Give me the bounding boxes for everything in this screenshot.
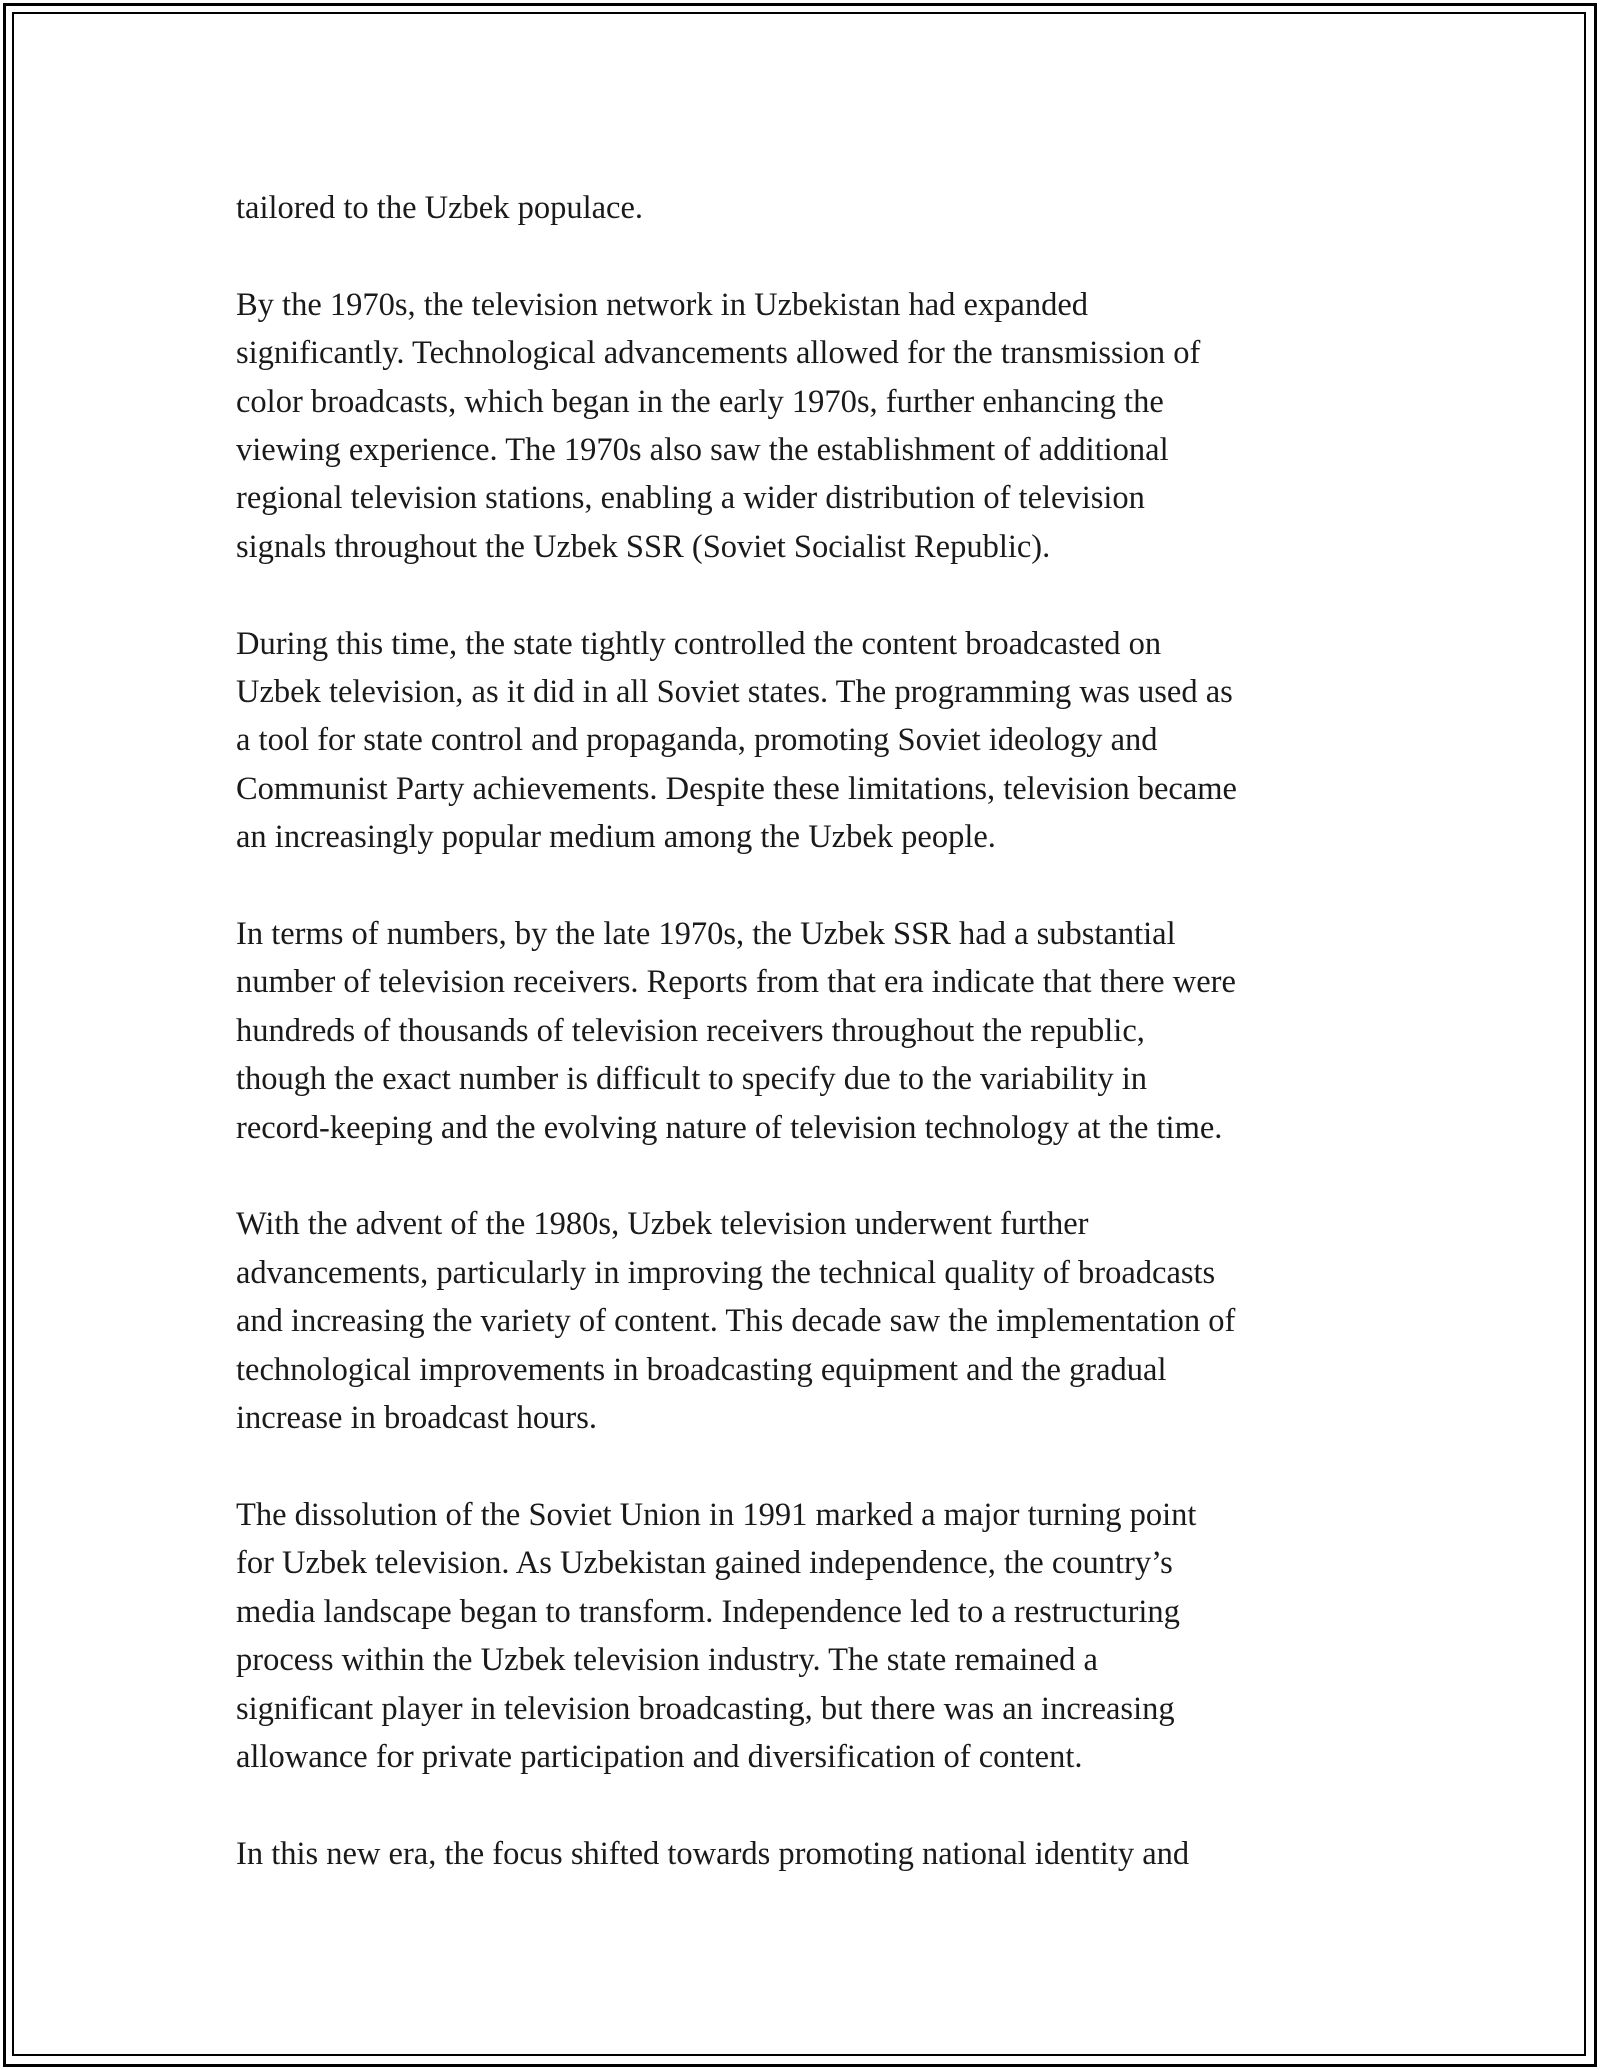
text-line: allowance for private participation and diversification of content. — [236, 1738, 1083, 1775]
text-line: In terms of numbers, by the late 1970s, the Uzbek SSR had a substantial — [236, 916, 1176, 953]
text-line: though the exact number is difficult to specify due to the variability in — [236, 1061, 1147, 1098]
text-line: The dissolution of the Soviet Union in 1991 marked a major turning point — [236, 1496, 1197, 1533]
text-line: increase in broadcast hours. — [236, 1400, 597, 1437]
text-line: With the advent of the 1980s, Uzbek television underwent further — [236, 1206, 1089, 1243]
text-line: hundreds of thousands of television receivers throughout the republic, — [236, 1012, 1145, 1049]
paragraph-6 — [236, 1491, 1376, 1781]
text-line: tailored to the Uzbek populace. — [236, 190, 643, 226]
text-line: By the 1970s, the television network in Uzbekistan had expanded — [236, 286, 1089, 323]
text-line: for Uzbek television. As Uzbekistan gained independence, the country’s — [236, 1545, 1173, 1582]
document-body — [236, 184, 1376, 1927]
text-line: a tool for state control and propaganda, promoting Soviet ideology and — [236, 722, 1158, 759]
text-line: record-keeping and the evolving nature of television technology at the time. — [236, 1109, 1223, 1146]
text-line: number of television receivers. Reports from that era indicate that there were — [236, 964, 1236, 1001]
text-line: advancements, particularly in improving the technical quality of broadcasts — [236, 1254, 1216, 1291]
text-line: technological improvements in broadcasting equipment and the gradual — [236, 1351, 1167, 1388]
text-line: During this time, the state tightly controlled the content broadcasted on — [236, 625, 1162, 662]
paragraph-3 — [236, 620, 1376, 862]
paragraph-5 — [236, 1200, 1376, 1442]
paragraph-2 — [236, 281, 1376, 571]
text-line: an increasingly popular medium among the Uzbek people. — [236, 819, 996, 856]
text-line: significant player in television broadcasting, but there was an increasing — [236, 1690, 1175, 1727]
text-line: signals throughout the Uzbek SSR (Soviet Socialist Republic). — [236, 528, 1051, 565]
text-line: color broadcasts, which began in the early 1970s, further enhancing the — [236, 383, 1164, 420]
text-line: media landscape began to transform. Independence led to a restructuring — [236, 1593, 1180, 1630]
paragraph-7 — [236, 1830, 1376, 1878]
text-line: significantly. Technological advancements allowed for the transmission of — [236, 335, 1201, 372]
paragraph-1 — [236, 184, 1376, 232]
text-line: Communist Party achievements. Despite these limitations, television became — [236, 770, 1237, 807]
text-line: regional television stations, enabling a wider distribution of television — [236, 480, 1145, 517]
text-line: Uzbek television, as it did in all Soviet states. The programming was used as — [236, 674, 1233, 711]
text-line: viewing experience. The 1970s also saw the establishment of additional — [236, 432, 1169, 469]
text-line: process within the Uzbek television industry. The state remained a — [236, 1642, 1098, 1679]
paragraph-4 — [236, 910, 1376, 1152]
text-line: and increasing the variety of content. This decade saw the implementation of — [236, 1303, 1236, 1340]
text-line: In this new era, the focus shifted towards promoting national identity and — [236, 1835, 1190, 1872]
